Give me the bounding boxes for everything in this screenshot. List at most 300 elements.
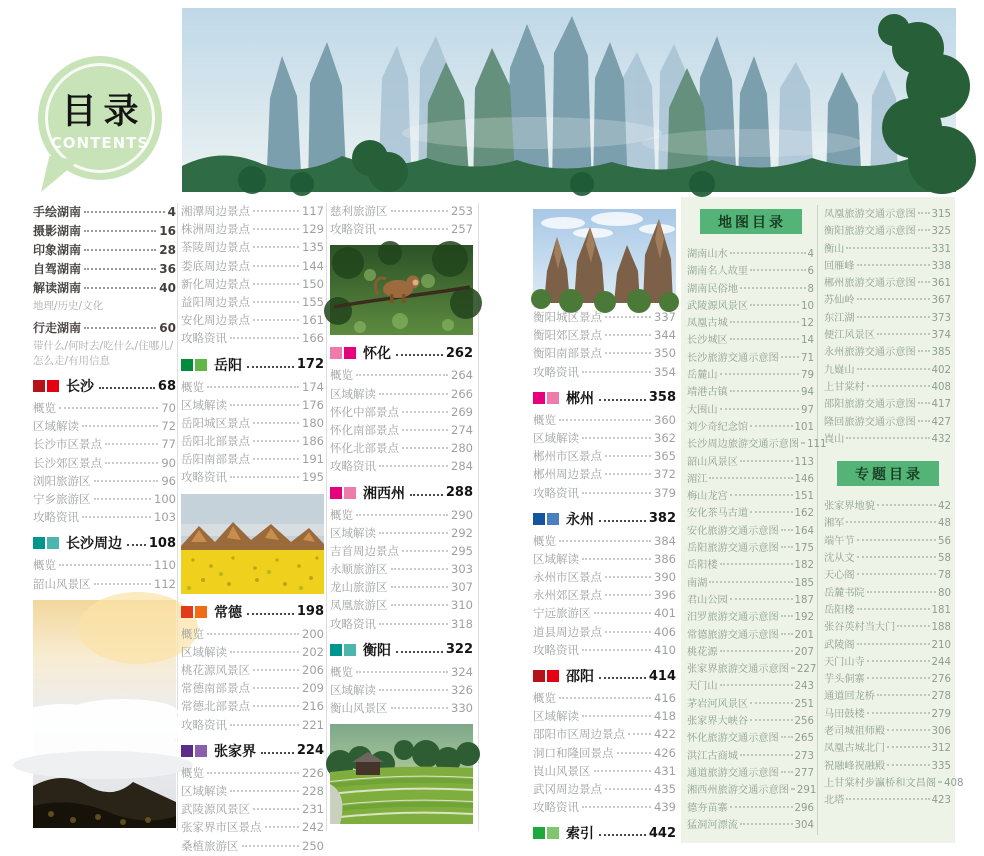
toc-entry[interactable] bbox=[330, 367, 473, 385]
toc-entry[interactable] bbox=[533, 327, 676, 345]
entry-page-number: 318 bbox=[451, 616, 473, 631]
map-contents-column bbox=[687, 205, 827, 833]
map-list-2 bbox=[824, 205, 951, 447]
map-toc-entry[interactable] bbox=[824, 222, 951, 239]
entry-page-number: 182 bbox=[794, 560, 814, 572]
entry-label: 区域解读 bbox=[181, 397, 227, 412]
dot-leader bbox=[230, 404, 299, 406]
entry-label: 邵阳旅游交通示意图 bbox=[824, 399, 916, 411]
entry-label: 攻略资讯 bbox=[330, 459, 376, 474]
map-toc-entry[interactable] bbox=[824, 378, 951, 395]
chapter-color-square bbox=[181, 359, 193, 371]
map-toc-entry[interactable] bbox=[824, 514, 951, 531]
toc-entry[interactable] bbox=[181, 312, 324, 330]
entry-label: 怀化中部景点 bbox=[330, 404, 399, 419]
toc-top-entry[interactable] bbox=[33, 203, 176, 222]
dot-leader bbox=[253, 705, 299, 707]
map-toc-entry[interactable] bbox=[824, 309, 951, 326]
entry-label: 天门山 bbox=[687, 681, 718, 693]
entry-label: 湖南名人故里 bbox=[687, 266, 749, 278]
entry-page-number: 231 bbox=[302, 802, 324, 817]
map-toc-entry[interactable] bbox=[824, 549, 951, 566]
entry-page-number: 210 bbox=[931, 639, 951, 651]
toc-entry[interactable] bbox=[330, 422, 473, 440]
dot-leader bbox=[599, 399, 646, 401]
map-toc-entry[interactable] bbox=[824, 757, 951, 774]
toc-entry[interactable] bbox=[181, 397, 324, 415]
map-toc-entry[interactable] bbox=[824, 687, 951, 704]
map-toc-entry[interactable] bbox=[687, 626, 814, 643]
toc-entry[interactable] bbox=[181, 469, 324, 487]
map-toc-entry[interactable] bbox=[687, 366, 814, 383]
dot-leader bbox=[887, 729, 929, 731]
toc-entry[interactable] bbox=[181, 801, 324, 819]
toc-entry[interactable] bbox=[533, 605, 676, 623]
chapter-color-square bbox=[195, 359, 207, 371]
entry-label: 桑植旅游区 bbox=[181, 838, 239, 853]
toc-entry[interactable] bbox=[533, 485, 676, 503]
entry-page-number: 135 bbox=[302, 240, 324, 255]
dot-leader bbox=[265, 826, 300, 828]
toc-chapter[interactable] bbox=[330, 638, 473, 662]
map-toc-entry[interactable] bbox=[824, 636, 951, 653]
toc-entry[interactable] bbox=[330, 203, 473, 221]
map-toc-entry[interactable] bbox=[824, 705, 951, 722]
map-toc-entry[interactable] bbox=[687, 764, 814, 781]
chapter-page-number: 224 bbox=[296, 743, 324, 759]
toc-top-entry[interactable] bbox=[33, 279, 176, 298]
toc-note: 带什么/何时去/吃什么/住哪儿/怎么走/有用信息 bbox=[33, 340, 174, 367]
dot-leader bbox=[750, 719, 792, 721]
toc-entry[interactable] bbox=[181, 680, 324, 698]
map-toc-entry[interactable] bbox=[687, 331, 814, 348]
entry-page-number: 162 bbox=[794, 508, 814, 520]
entry-label: 汨罗旅游交通示意图 bbox=[687, 612, 779, 624]
entry-page-number: 244 bbox=[931, 656, 951, 668]
entry-label: 北塔 bbox=[824, 795, 845, 807]
entry-page-number: 202 bbox=[302, 644, 324, 659]
map-toc-entry[interactable] bbox=[687, 677, 814, 694]
entry-label: 通道回龙桥 bbox=[824, 691, 875, 703]
entry-label: 长沙旅游交通示意图 bbox=[687, 352, 779, 364]
entry-page-number: 256 bbox=[794, 716, 814, 728]
toc-entry[interactable] bbox=[330, 682, 473, 700]
map-toc-entry[interactable] bbox=[687, 245, 814, 262]
entry-label: 上甘棠村 bbox=[824, 381, 865, 393]
entry-label: 郴州旅游交通示意图 bbox=[824, 278, 916, 290]
entry-page-number: 279 bbox=[931, 708, 951, 720]
toc-entry[interactable] bbox=[181, 451, 324, 469]
chapter-color-square bbox=[330, 487, 342, 499]
map-toc-entry[interactable] bbox=[824, 413, 951, 430]
toc-entry[interactable] bbox=[533, 430, 676, 448]
entry-label: 道县周边景点 bbox=[533, 624, 602, 639]
chapter-color-square bbox=[33, 537, 45, 549]
entry-page-number: 58 bbox=[938, 553, 951, 565]
toc-entry[interactable] bbox=[330, 616, 473, 634]
entry-page-number: 144 bbox=[302, 258, 324, 273]
dot-leader bbox=[628, 733, 651, 735]
toc-chapter[interactable] bbox=[181, 353, 324, 377]
entry-label: 概览 bbox=[330, 507, 353, 522]
toc-entry[interactable] bbox=[181, 644, 324, 662]
map-toc-entry[interactable] bbox=[687, 729, 814, 746]
toc-entry[interactable] bbox=[181, 838, 324, 856]
entry-label: 桃花源 bbox=[687, 646, 718, 658]
entry-page-number: 277 bbox=[794, 767, 814, 779]
toc-entry[interactable] bbox=[330, 543, 473, 561]
map-toc-entry[interactable] bbox=[687, 470, 814, 487]
entry-label: 新化周边景点 bbox=[181, 276, 250, 291]
map-toc-entry[interactable] bbox=[687, 556, 814, 573]
toc-entry[interactable] bbox=[181, 258, 324, 276]
map-toc-entry[interactable] bbox=[824, 584, 951, 601]
entry-label: 攻略资讯 bbox=[533, 800, 579, 815]
entry-label: 永州郊区景点 bbox=[533, 588, 602, 603]
map-toc-entry[interactable] bbox=[687, 608, 814, 625]
toc-entry[interactable] bbox=[533, 799, 676, 817]
map-toc-entry[interactable] bbox=[824, 274, 951, 291]
toc-entry[interactable] bbox=[330, 561, 473, 579]
entry-label: 洪江古商城 bbox=[687, 750, 738, 762]
entry-page-number: 40 bbox=[159, 281, 176, 295]
map-toc-entry[interactable] bbox=[687, 401, 814, 418]
map-toc-entry[interactable] bbox=[824, 532, 951, 549]
toc-entry[interactable] bbox=[181, 330, 324, 348]
entry-label: 湄江 bbox=[687, 473, 708, 485]
dot-leader bbox=[730, 338, 799, 340]
entry-label: 攻略资讯 bbox=[533, 642, 579, 657]
entry-label: 概览 bbox=[181, 626, 204, 641]
entry-page-number: 16 bbox=[159, 224, 176, 238]
toc-chapter[interactable] bbox=[330, 481, 473, 505]
map-toc-entry[interactable] bbox=[824, 240, 951, 257]
chapter-label: 张家界 bbox=[214, 743, 256, 760]
toc-entry[interactable] bbox=[181, 221, 324, 239]
toc-entry[interactable] bbox=[533, 569, 676, 587]
entry-label: 郴州周边景点 bbox=[533, 467, 602, 482]
entry-page-number: 278 bbox=[931, 691, 951, 703]
entry-page-number: 335 bbox=[931, 760, 951, 772]
toc-entry[interactable] bbox=[533, 745, 676, 763]
entry-label: 崀山风景区 bbox=[533, 763, 591, 778]
map-toc-entry[interactable] bbox=[687, 799, 814, 816]
chapter-page-number: 442 bbox=[648, 825, 676, 841]
map-toc-entry[interactable] bbox=[824, 291, 951, 308]
entry-label: 崀山 bbox=[824, 433, 845, 445]
entry-label: 长沙郊区景点 bbox=[33, 455, 102, 470]
map-toc-entry[interactable] bbox=[824, 257, 951, 274]
map-toc-entry[interactable] bbox=[687, 349, 814, 366]
toc-entry[interactable] bbox=[330, 664, 473, 682]
map-toc-entry[interactable] bbox=[687, 574, 814, 591]
map-toc-entry[interactable] bbox=[824, 653, 951, 670]
toc-entry[interactable] bbox=[33, 473, 176, 491]
map-toc-entry[interactable] bbox=[687, 781, 817, 798]
toc-entry[interactable] bbox=[330, 597, 473, 615]
map-toc-entry[interactable] bbox=[824, 395, 951, 412]
toc-chapter[interactable] bbox=[330, 341, 473, 365]
entry-page-number: 200 bbox=[302, 626, 324, 641]
entry-label: 攻略资讯 bbox=[33, 510, 79, 525]
chapter-label: 长沙 bbox=[66, 379, 94, 395]
map-toc-entry[interactable] bbox=[824, 205, 951, 222]
entry-page-number: 151 bbox=[794, 491, 814, 503]
toc-entry[interactable] bbox=[181, 433, 324, 451]
chapter-page-number: 382 bbox=[648, 511, 676, 527]
map-toc-entry[interactable] bbox=[824, 497, 951, 514]
dot-leader bbox=[740, 754, 793, 756]
toc-entry[interactable] bbox=[33, 576, 176, 594]
entry-page-number: 406 bbox=[654, 624, 676, 639]
dot-leader bbox=[720, 408, 799, 410]
map-toc-entry[interactable] bbox=[687, 539, 814, 556]
entry-label: 长沙城区 bbox=[687, 335, 728, 347]
toc-entry[interactable] bbox=[33, 400, 176, 418]
toc-entry[interactable] bbox=[33, 418, 176, 436]
toc-column-3 bbox=[330, 203, 473, 830]
toc-entry[interactable] bbox=[33, 455, 176, 473]
dot-leader bbox=[127, 544, 146, 546]
toc-chapter[interactable] bbox=[533, 664, 676, 688]
map-toc-entry[interactable] bbox=[687, 591, 814, 608]
toc-entry[interactable] bbox=[533, 763, 676, 781]
dot-leader bbox=[918, 229, 930, 231]
map-toc-entry[interactable] bbox=[824, 670, 951, 687]
entry-page-number: 77 bbox=[161, 437, 176, 452]
toc-entry[interactable] bbox=[330, 440, 473, 458]
map-toc-entry[interactable] bbox=[687, 453, 814, 470]
dot-leader bbox=[605, 631, 651, 633]
map-toc-entry[interactable] bbox=[824, 326, 951, 343]
entry-page-number: 326 bbox=[451, 683, 473, 697]
entry-label: 凤凰旅游区 bbox=[330, 598, 388, 613]
entry-label: 概览 bbox=[533, 691, 556, 705]
toc-entry[interactable] bbox=[330, 507, 473, 525]
toc-top-entry[interactable] bbox=[33, 222, 176, 241]
map-toc-entry[interactable] bbox=[687, 504, 814, 521]
entry-page-number: 274 bbox=[451, 422, 473, 437]
map-toc-entry[interactable] bbox=[687, 816, 814, 833]
map-toc-entry[interactable] bbox=[687, 297, 814, 314]
map-topic-panel bbox=[681, 197, 964, 843]
entry-label: 浏阳旅游区 bbox=[33, 473, 91, 488]
map-toc-entry[interactable] bbox=[824, 361, 951, 378]
entry-label: 常德南部景点 bbox=[181, 681, 250, 696]
map-toc-entry[interactable] bbox=[687, 487, 814, 504]
entry-label: 攻略资讯 bbox=[181, 717, 227, 732]
toc-chapter[interactable] bbox=[533, 507, 676, 531]
toc-entry[interactable] bbox=[33, 491, 176, 509]
dot-leader bbox=[605, 316, 651, 318]
chapter-color-square bbox=[533, 827, 545, 839]
toc-top-entry[interactable] bbox=[33, 319, 176, 338]
map-toc-entry[interactable] bbox=[687, 747, 814, 764]
dot-leader bbox=[94, 583, 152, 585]
entry-label: 东江湖 bbox=[824, 312, 855, 324]
entry-page-number: 8 bbox=[807, 283, 814, 295]
map-toc-entry[interactable] bbox=[824, 343, 951, 360]
toc-entry[interactable] bbox=[181, 783, 324, 801]
toc-chapter[interactable] bbox=[33, 374, 176, 398]
toc-entry[interactable] bbox=[533, 690, 676, 708]
toc-entry[interactable] bbox=[330, 404, 473, 422]
entry-label: 武陵源风景区 bbox=[687, 300, 749, 312]
toc-entry[interactable] bbox=[533, 587, 676, 605]
entry-label: 韶山风景区 bbox=[687, 456, 738, 468]
dot-leader bbox=[599, 520, 646, 522]
toc-entry[interactable] bbox=[33, 509, 176, 527]
toc-entry[interactable] bbox=[181, 698, 324, 716]
dot-leader bbox=[750, 304, 799, 306]
map-toc-entry[interactable] bbox=[824, 618, 951, 635]
toc-entry[interactable] bbox=[33, 436, 176, 454]
toc-entry[interactable] bbox=[181, 276, 324, 294]
map-toc-entry[interactable] bbox=[687, 712, 814, 729]
toc-chapter[interactable] bbox=[33, 531, 176, 555]
toc-entry[interactable] bbox=[533, 448, 676, 466]
toc-entry[interactable] bbox=[181, 662, 324, 680]
toc-entry[interactable] bbox=[533, 624, 676, 642]
entry-page-number: 408 bbox=[944, 777, 964, 789]
chapter-page-number: 358 bbox=[648, 390, 676, 406]
toc-entry[interactable] bbox=[533, 551, 676, 569]
entry-page-number: 361 bbox=[931, 278, 951, 290]
toc-entry[interactable] bbox=[533, 642, 676, 660]
toc-entry[interactable] bbox=[181, 717, 324, 735]
dot-leader bbox=[730, 494, 793, 496]
entry-label: 永顺旅游区 bbox=[330, 562, 388, 577]
chapter-color-square bbox=[47, 380, 59, 392]
entry-label: 湖南民俗地 bbox=[687, 283, 738, 295]
dot-leader bbox=[887, 764, 929, 766]
entry-label: 怀化旅游交通示意图 bbox=[687, 733, 779, 745]
map-toc-entry[interactable] bbox=[687, 435, 827, 452]
entry-label: 衡山 bbox=[824, 243, 845, 255]
toc-top-entry[interactable] bbox=[33, 260, 176, 279]
chapter-label: 怀化 bbox=[363, 346, 391, 363]
toc-entry[interactable] bbox=[181, 819, 324, 837]
entry-label: 衡阳城区景点 bbox=[533, 310, 602, 324]
dot-leader bbox=[582, 437, 651, 439]
toc-entry[interactable] bbox=[533, 466, 676, 484]
entry-page-number: 439 bbox=[654, 800, 676, 815]
map-toc-entry[interactable] bbox=[687, 383, 814, 400]
dot-leader bbox=[94, 498, 152, 500]
toc-entry[interactable] bbox=[330, 221, 473, 239]
entry-label: 湘西州旅游交通示意图 bbox=[687, 785, 789, 797]
entry-label: 安化周边景点 bbox=[181, 313, 250, 328]
chapter-color-square bbox=[181, 745, 193, 757]
toc-entry[interactable] bbox=[181, 415, 324, 433]
dot-leader bbox=[918, 350, 930, 352]
map-toc-entry[interactable] bbox=[824, 430, 951, 447]
badge-title: 目录 bbox=[61, 92, 146, 132]
entry-page-number: 331 bbox=[931, 243, 951, 255]
toc-entry[interactable] bbox=[533, 345, 676, 363]
toc-chapter[interactable] bbox=[181, 600, 324, 624]
dot-leader bbox=[709, 581, 792, 583]
chapter-label: 常德 bbox=[214, 604, 242, 621]
entry-page-number: 174 bbox=[302, 379, 324, 394]
entry-page-number: 117 bbox=[302, 204, 324, 218]
toc-entry[interactable] bbox=[33, 557, 176, 575]
entry-page-number: 365 bbox=[654, 449, 676, 464]
entry-page-number: 4 bbox=[807, 249, 814, 260]
toc-entry[interactable] bbox=[533, 412, 676, 430]
map-toc-entry[interactable] bbox=[687, 314, 814, 331]
map-toc-entry[interactable] bbox=[687, 695, 814, 712]
dot-leader bbox=[582, 649, 651, 651]
map-toc-entry[interactable] bbox=[824, 601, 951, 618]
entry-label: 隆回旅游交通示意图 bbox=[824, 416, 916, 428]
toc-entry[interactable] bbox=[533, 533, 676, 551]
chapter-color-square bbox=[330, 644, 342, 656]
toc-entry[interactable] bbox=[181, 626, 324, 644]
entry-page-number: 360 bbox=[654, 412, 676, 427]
entry-page-number: 291 bbox=[796, 785, 817, 797]
map-toc-entry[interactable] bbox=[687, 280, 814, 297]
entry-label: 安化茶马古道 bbox=[687, 508, 749, 520]
entry-page-number: 374 bbox=[931, 330, 951, 342]
toc-entry[interactable] bbox=[330, 386, 473, 404]
map-toc-entry[interactable] bbox=[824, 774, 964, 791]
entry-label: 祝融峰祝融殿 bbox=[824, 760, 886, 772]
map-toc-entry[interactable] bbox=[687, 262, 814, 279]
toc-entry[interactable] bbox=[330, 525, 473, 543]
toc-entry[interactable] bbox=[181, 294, 324, 312]
chapter-label: 衡阳 bbox=[363, 642, 391, 659]
toc-entry[interactable] bbox=[181, 765, 324, 783]
entry-label: 上甘棠村步瀛桥和文昌阁 bbox=[824, 777, 937, 789]
entry-label: 天心阁 bbox=[824, 570, 855, 582]
map-toc-entry[interactable] bbox=[824, 791, 951, 808]
entry-page-number: 185 bbox=[794, 577, 814, 589]
toc-entry[interactable] bbox=[533, 708, 676, 726]
map-toc-entry[interactable] bbox=[824, 566, 951, 583]
map-toc-entry[interactable] bbox=[687, 660, 817, 677]
entry-page-number: 90 bbox=[161, 455, 176, 470]
toc-entry[interactable] bbox=[533, 364, 676, 382]
entry-page-number: 253 bbox=[451, 204, 473, 218]
dot-leader bbox=[207, 772, 299, 774]
entry-label: 德夯苗寨 bbox=[687, 802, 728, 814]
map-toc-entry[interactable] bbox=[824, 739, 951, 756]
map-toc-entry[interactable] bbox=[687, 522, 814, 539]
toc-entry[interactable] bbox=[533, 726, 676, 744]
toc-entry[interactable] bbox=[330, 458, 473, 476]
toc-chapter[interactable] bbox=[181, 739, 324, 763]
entry-page-number: 14 bbox=[801, 335, 814, 347]
map-toc-entry[interactable] bbox=[687, 643, 814, 660]
toc-entry[interactable] bbox=[181, 379, 324, 397]
dot-leader bbox=[379, 689, 448, 691]
entry-label: 慈利旅游区 bbox=[330, 204, 388, 218]
entry-label: 区域解读 bbox=[181, 783, 227, 798]
toc-chapter[interactable] bbox=[533, 821, 676, 845]
toc-entry[interactable] bbox=[181, 203, 324, 221]
entry-label: 衡阳旅游交通示意图 bbox=[824, 226, 916, 238]
map-toc-entry[interactable] bbox=[824, 722, 951, 739]
toc-entry[interactable] bbox=[181, 239, 324, 257]
toc-entry[interactable] bbox=[330, 700, 473, 718]
map-toc-entry[interactable] bbox=[687, 418, 814, 435]
entry-page-number: 228 bbox=[302, 783, 324, 798]
toc-entry[interactable] bbox=[533, 781, 676, 799]
toc-top-entry[interactable] bbox=[33, 241, 176, 260]
toc-entry[interactable] bbox=[330, 579, 473, 597]
toc-chapter[interactable] bbox=[533, 386, 676, 410]
